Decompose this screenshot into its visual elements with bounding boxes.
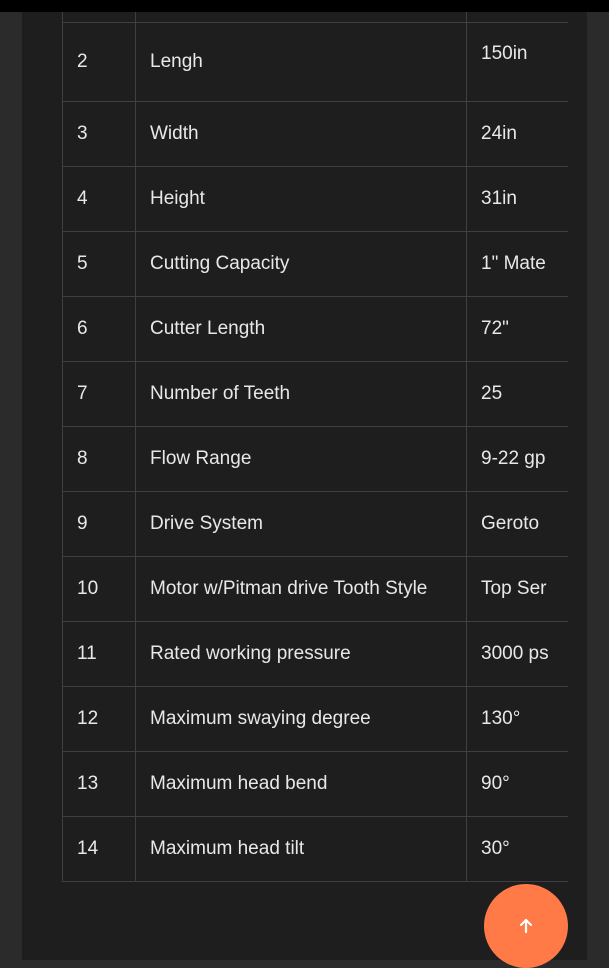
row-value: 31in (467, 166, 569, 231)
row-number: 7 (63, 361, 136, 426)
row-label: Maximum swaying degree (136, 686, 467, 751)
row-label: Flow Range (136, 426, 467, 491)
table-row (63, 296, 569, 361)
row-value: 150in (467, 22, 569, 101)
table-row (63, 101, 569, 166)
table-row (63, 686, 569, 751)
row-value: 9-22 gp (467, 426, 569, 491)
row-number: 10 (63, 556, 136, 621)
row-number: 9 (63, 491, 136, 556)
row-label: Motor w/Pitman drive Tooth Style (136, 556, 467, 621)
row-value: 25 (467, 361, 569, 426)
row-value: 30° (467, 816, 569, 881)
table-row (63, 816, 569, 881)
row-number: 14 (63, 816, 136, 881)
row-value: Geroto (467, 491, 569, 556)
row-label: Height (136, 166, 467, 231)
table-row (63, 12, 569, 22)
table-row (63, 751, 569, 816)
row-number: 11 (63, 621, 136, 686)
row-number: 5 (63, 231, 136, 296)
row-value: 3000 ps (467, 621, 569, 686)
table-row (63, 231, 569, 296)
row-value: 1" Mate (467, 231, 569, 296)
spec-table (62, 12, 568, 882)
row-label: Rated working pressure (136, 621, 467, 686)
table-row (63, 22, 569, 101)
row-number: 12 (63, 686, 136, 751)
content-panel (22, 12, 587, 960)
table-row (63, 491, 569, 556)
row-label: Lengh (136, 22, 467, 101)
scroll-to-top-button[interactable] (484, 884, 568, 968)
row-value: 72" (467, 296, 569, 361)
row-value: 24in (467, 101, 569, 166)
status-bar (0, 0, 609, 12)
row-number: 8 (63, 426, 136, 491)
row-label: Drive System (136, 491, 467, 556)
row-label: Maximum head bend (136, 751, 467, 816)
row-number: 3 (63, 101, 136, 166)
row-number: 6 (63, 296, 136, 361)
table-row (63, 621, 569, 686)
row-value: Top Ser (467, 556, 569, 621)
spec-table-container[interactable] (62, 12, 568, 888)
row-number: 2 (63, 22, 136, 101)
row-value: 130° (467, 686, 569, 751)
table-row (63, 361, 569, 426)
row-label: Width (136, 101, 467, 166)
row-label: Cutter Length (136, 296, 467, 361)
row-label: Number of Teeth (136, 361, 467, 426)
row-label: Maximum head tilt (136, 816, 467, 881)
row-number: 13 (63, 751, 136, 816)
table-row (63, 426, 569, 491)
table-row (63, 166, 569, 231)
row-number: 4 (63, 166, 136, 231)
arrow-up-icon (518, 918, 534, 934)
row-value: 90° (467, 751, 569, 816)
table-row (63, 556, 569, 621)
row-label: Cutting Capacity (136, 231, 467, 296)
